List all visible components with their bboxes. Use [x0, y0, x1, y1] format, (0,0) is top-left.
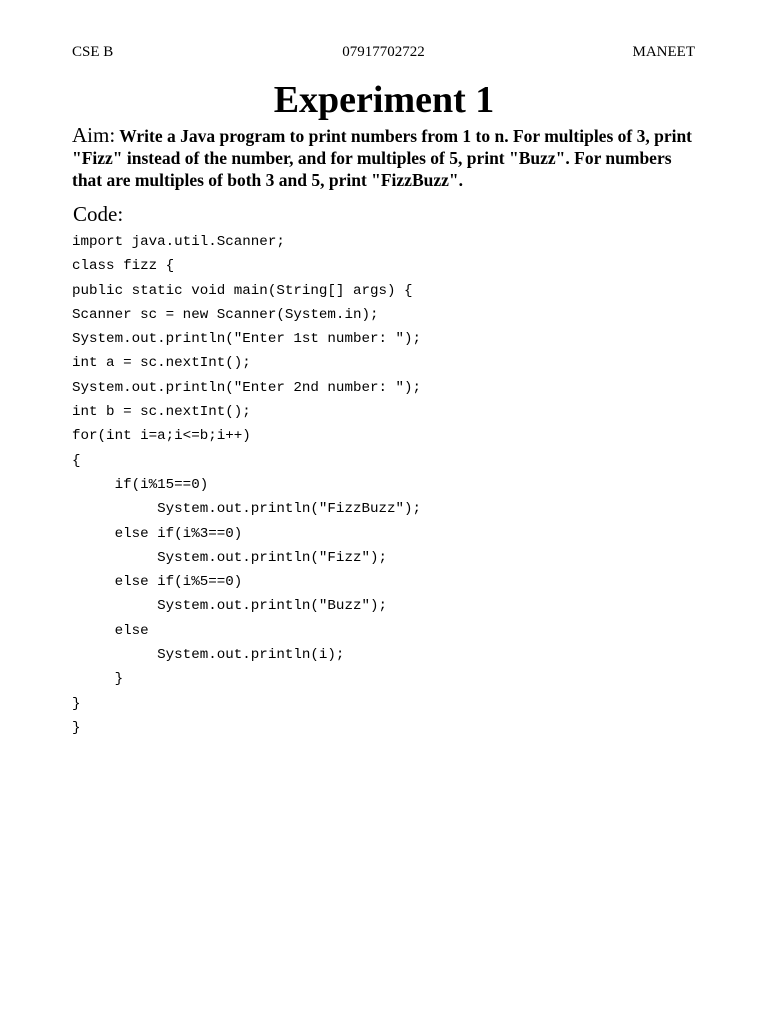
header-enrollment-number: 07917702722 [342, 44, 425, 60]
code-line: import java.util.Scanner; [72, 234, 285, 250]
page-header [72, 42, 695, 62]
code-line: } [72, 719, 81, 736]
page-title: Experiment 1 [273, 79, 495, 121]
code-line: for(int i=a;i<=b;i++) [72, 428, 251, 445]
code-line: } [72, 695, 81, 712]
code-line: System.out.println(i); [72, 647, 345, 664]
code-line: } [72, 671, 124, 688]
code-line: class fizz { [72, 258, 175, 275]
code-line: System.out.println("Enter 1st number: "); [72, 331, 422, 348]
code-line: int b = sc.nextInt(); [72, 404, 251, 421]
aim-paragraph [72, 124, 702, 191]
code-line: System.out.println("FizzBuzz"); [72, 501, 422, 518]
header-student-name: MANEET [632, 44, 695, 60]
code-line: int a = sc.nextInt(); [72, 355, 251, 372]
code-line: else [72, 622, 149, 639]
code-line: else if(i%5==0) [72, 574, 243, 591]
code-line: else if(i%3==0) [72, 525, 243, 542]
header-class: CSE B [72, 44, 114, 60]
code-line: System.out.println("Fizz"); [72, 549, 388, 566]
code-line: System.out.println("Buzz"); [72, 598, 388, 615]
aim-text: Write a Java program to print numbers from 1 to n. For multiples of 3, print "Fizz" instead of the number, and for multiples of 5, print "Buzz". For numbers that are multiples of both 3 and 5, print "FizzBuzz". [72, 126, 693, 190]
code-line: { [72, 452, 81, 469]
code-heading: Code: [73, 202, 124, 226]
code-line: System.out.println("Enter 2nd number: "); [72, 379, 422, 396]
code-line: public static void main(String[] args) { [72, 282, 413, 299]
code-line: Scanner sc = new Scanner(System.in); [72, 306, 379, 323]
aim-label: Aim: [72, 123, 116, 147]
code-block [72, 230, 712, 740]
code-line: if(i%15==0) [72, 476, 209, 493]
